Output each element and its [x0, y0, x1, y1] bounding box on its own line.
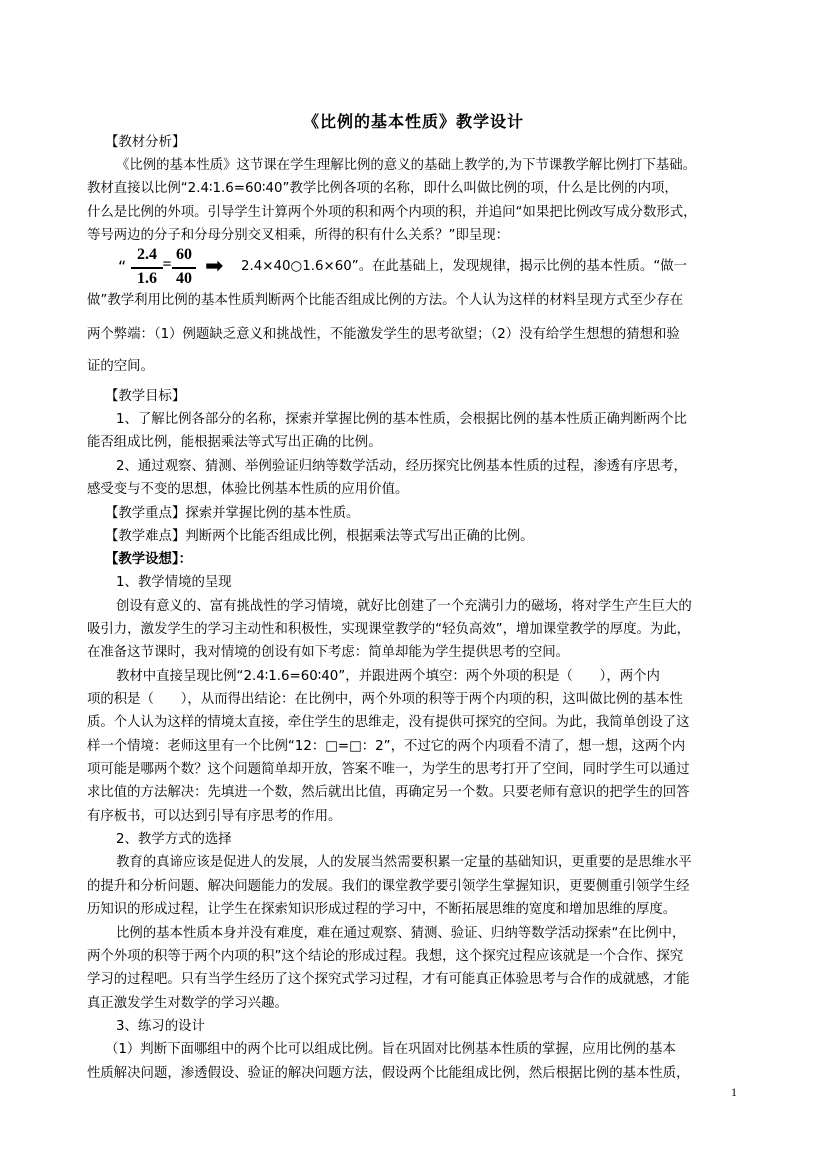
difficulty-line: [105, 527, 534, 547]
fraction-bar-right: [172, 267, 196, 269]
formula-result-text: 2.4×40○1.6×60”。在此基础上，发现规律，揭示比例的基本性质。“做一: [241, 259, 688, 274]
open-quote: “: [118, 257, 127, 276]
fraction-right-denominator: 40: [176, 270, 192, 287]
paragraph-line: 做”教学利用比例的基本性质判断两个比能否组成比例的方法。个人认为这样的材料呈现方式至少存在: [87, 293, 684, 308]
difficulty-text: 判断两个比能否组成比例，根据乘法等式写出正确的比例。: [185, 529, 534, 544]
paragraph-line: 历知识的形成过程，让学生在探索知识形成过程的学习中，不断拓展思维的宽度和增加思维的厚度。: [87, 902, 677, 917]
key-point-text: 探索并掌握比例的基本性质。: [185, 506, 360, 521]
section-heading-goals: 【教学目标】: [105, 389, 186, 404]
fraction-left-numerator: 2.4: [137, 246, 157, 263]
document-title: 《比例的基本性质》教学设计: [302, 112, 524, 131]
paragraph-line: 在准备这节课时，我对情境的创设有如下考虑：简单却能为学生提供思考的空间。: [87, 645, 570, 660]
paragraph-line: 什么是比例的外项。引导学生计算两个外项的积和两个内项的积，并追问“如果把比例改写成分数形式，: [87, 205, 697, 220]
subheading: 1、教学情境的呈现: [116, 575, 232, 590]
paragraph-line: 的提升和分析问题、解决问题能力的发展。我们的课堂教学要引领学生掌握知识，更要侧重引领学生经: [87, 879, 690, 894]
paragraph-line: 教材中直接呈现比例“2.4∶1.6=60∶40”，并跟进两个填空：两个外项的积是（ ），两个内: [116, 669, 660, 684]
fraction-left-denominator: 1.6: [137, 270, 157, 287]
paragraph-line: 有序板书，可以达到引导有序思考的作用。: [87, 809, 342, 824]
paragraph-line: 吸引力，激发学生的学习主动性和积极性，实现课堂教学的“轻负高效”，增加课堂教学的厚度。为此，: [87, 622, 691, 637]
paragraph-line: 等号两边的分子和分母分别交叉相乘，所得的积有什么关系？”即呈现：: [87, 228, 510, 243]
paragraph-line: 感受变与不变的思想，体验比例基本性质的应用价值。: [87, 482, 409, 497]
paragraph-line: 项的积是（ ），从而得出结论：在比例中，两个外项的积等于两个内项的积，这叫做比例的基本性: [87, 692, 683, 707]
paragraph-line: （1）判断下面哪组中的两个比可以组成比例。旨在巩固对比例基本性质的掌握，应用比例的基本: [105, 1042, 676, 1057]
arrow-right-icon: ➡: [205, 254, 224, 279]
paragraph-line: 项可能是哪两个数？这个问题简单却开放，答案不唯一，为学生的思考打开了空间，同时学生可以通过: [87, 762, 690, 777]
paragraph-line: 创设有意义的、富有挑战性的学习情境，就好比创建了一个充满引力的磁场，将对学生产生巨大的: [116, 599, 692, 614]
subheading: 2、教学方式的选择: [116, 832, 232, 847]
paragraph-line: 质。个人认为这样的情境太直接，牵住学生的思维走，没有提供可探究的空间。为此，我简单创设了这: [87, 715, 690, 730]
paragraph-line: 教育的真谛应该是促进人的发展，人的发展当然需要积累一定量的基础知识，更重要的是思维水平: [116, 855, 692, 870]
paragraph-line: 真正激发学生对数学的学习兴趣。: [87, 996, 288, 1011]
fraction-right-numerator: 60: [176, 246, 192, 263]
paragraph-line: 学习的过程吧。只有当学生经历了这个探究式学习过程，才有可能真正体验思考与合作的成就感，才能: [87, 972, 690, 987]
paragraph-line: 求比值的方法解决：先填进一个数，然后就出比值，再确定另一个数。只要老师有意识的把学生的回答: [87, 785, 690, 800]
section-heading-ideas: 【教学设想】：: [105, 552, 193, 567]
difficulty-label: 【教学难点】: [105, 529, 186, 544]
paragraph-line: 1、了解比例各部分的名称，探索并掌握比例的基本性质，会根据比例的基本性质正确判断两个比: [116, 412, 687, 427]
fraction-bar-left: [131, 267, 163, 269]
paragraph-line: 两个外项的积等于两个内项的积”这个结论的形成过程。我想，这个探究过程应该就是一个合作、探究: [87, 949, 684, 964]
paragraph-line: 样一个情境：老师这里有一个比例“12：□=□：2”，不过它的两个内项看不清了，想一想，这两个内: [87, 739, 686, 754]
paragraph-line: 《比例的基本性质》这节课在学生理解比例的意义的基础上教学的,为下节课教学解比例打下基础。: [116, 158, 697, 173]
key-point-label: 【教学重点】: [105, 506, 186, 521]
page-number: 1: [731, 1085, 737, 1099]
paragraph-line: 2、通过观察、猜测、举例验证归纳等数学活动，经历探究比例基本性质的过程，渗透有序思考，: [116, 459, 687, 474]
equals-sign: =: [162, 256, 172, 273]
paragraph-line: 性质解决问题，渗透假设、验证的解决问题方法，假设两个比能组成比例，然后根据比例的基本性质，: [87, 1066, 690, 1081]
paragraph-line: 证的空间。: [87, 359, 154, 374]
key-point-line: [105, 504, 359, 524]
paragraph-line: 两个弊端：（1）例题缺乏意义和挑战性，不能激发学生的思考欲望；（2）没有给学生想想的猜想和验: [87, 327, 680, 342]
subheading: 3、练习的设计: [116, 1019, 205, 1034]
paragraph-line: 能否组成比例，能根据乘法等式写出正确的比例。: [87, 435, 382, 450]
paragraph-line: 教材直接以比例“2.4∶1.6=60∶40”教学比例各项的名称，即什么叫做比例的项，什么是比例的内项，: [87, 181, 678, 196]
paragraph-line: 比例的基本性质本身并没有难度，难在通过观察、猜测、验证、归纳等数学活动探索“在比例中，: [116, 926, 686, 941]
section-heading-analysis: 【教材分析】: [105, 135, 186, 150]
